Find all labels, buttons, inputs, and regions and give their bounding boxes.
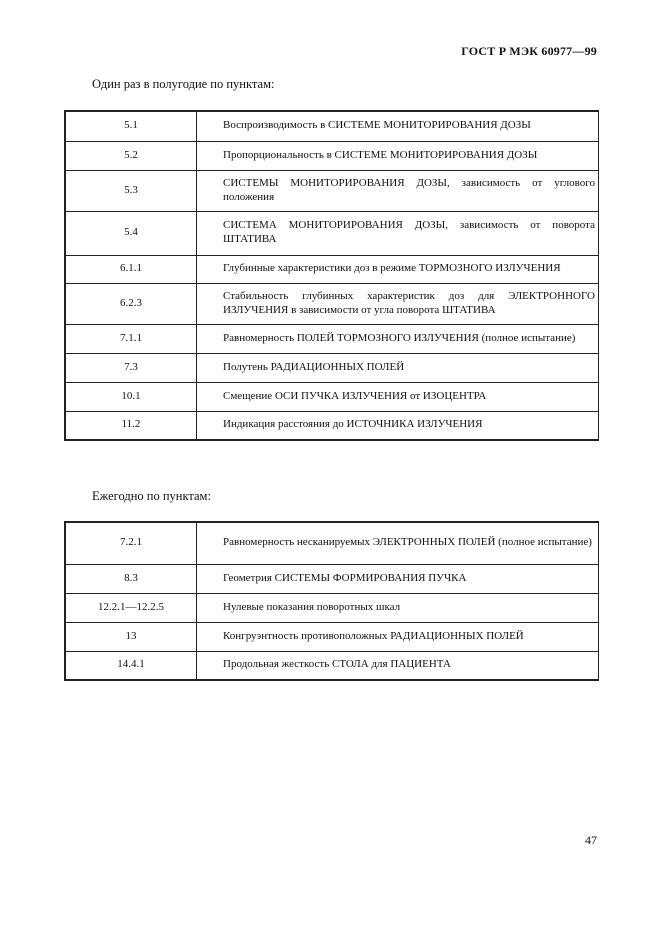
- section-intro-semiannual: Один раз в полугодие по пунктам:: [92, 77, 275, 91]
- clause-description: Геометрия СИСТЕМЫ ФОРМИРОВАНИЯ ПУЧКА: [197, 564, 599, 593]
- table-row: [65, 593, 599, 622]
- table-row: [65, 141, 599, 170]
- page-number: 47: [585, 833, 597, 847]
- table-row: [65, 411, 599, 440]
- clause-description: Воспроизводимость в СИСТЕМЕ МОНИТОРИРОВАНИЯ ДОЗЫ: [197, 111, 599, 141]
- clause-description: Равномерность несканируемых ЭЛЕКТРОННЫХ ПОЛЕЙ (полное испытание): [197, 522, 599, 564]
- table-row: [65, 211, 599, 255]
- clause-number: 10.1: [65, 382, 197, 411]
- annual-checks-table: [64, 521, 599, 681]
- table-row: [65, 111, 599, 141]
- clause-number: 12.2.1—12.2.5: [65, 593, 197, 622]
- table-row: [65, 170, 599, 211]
- table-row: [65, 353, 599, 382]
- table-row: [65, 651, 599, 680]
- table-row: [65, 622, 599, 651]
- clause-description: СИСТЕМЫ МОНИТОРИРОВАНИЯ ДОЗЫ, зависимость от углового положения: [197, 170, 599, 211]
- clause-description: Полутень РАДИАЦИОННЫХ ПОЛЕЙ: [197, 353, 599, 382]
- clause-description: Продольная жесткость СТОЛА для ПАЦИЕНТА: [197, 651, 599, 680]
- clause-number: 14.4.1: [65, 651, 197, 680]
- document-header: ГОСТ Р МЭК 60977—99: [461, 44, 597, 58]
- clause-number: 7.2.1: [65, 522, 197, 564]
- clause-number: 8.3: [65, 564, 197, 593]
- table-row: [65, 324, 599, 353]
- clause-number: 11.2: [65, 411, 197, 440]
- clause-description: Равномерность ПОЛЕЙ ТОРМОЗНОГО ИЗЛУЧЕНИЯ (полное испытание): [197, 324, 599, 353]
- clause-description: Глубинные характеристики доз в режиме ТОРМОЗНОГО ИЗЛУЧЕНИЯ: [197, 255, 599, 283]
- section-intro-annual: Ежегодно по пунктам:: [92, 489, 211, 503]
- table-row: [65, 255, 599, 283]
- table-row: [65, 283, 599, 324]
- table-row: [65, 382, 599, 411]
- clause-description: Конгруэнтность противоположных РАДИАЦИОННЫХ ПОЛЕЙ: [197, 622, 599, 651]
- clause-description: Смещение ОСИ ПУЧКА ИЗЛУЧЕНИЯ от ИЗОЦЕНТРА: [197, 382, 599, 411]
- clause-number: 7.3: [65, 353, 197, 382]
- clause-number: 6.1.1: [65, 255, 197, 283]
- clause-number: 7.1.1: [65, 324, 197, 353]
- clause-description: Стабильность глубинных характеристик доз для ЭЛЕКТРОННОГО ИЗЛУЧЕНИЯ в зависимости от угла поворота ШТАТИВА: [197, 283, 599, 324]
- clause-description: Пропорциональность в СИСТЕМЕ МОНИТОРИРОВАНИЯ ДОЗЫ: [197, 141, 599, 170]
- clause-number: 5.4: [65, 211, 197, 255]
- clause-description: Индикация расстояния до ИСТОЧНИКА ИЗЛУЧЕНИЯ: [197, 411, 599, 440]
- clause-description: Нулевые показания поворотных шкал: [197, 593, 599, 622]
- semiannual-checks-table: [64, 110, 599, 441]
- table-row: [65, 522, 599, 564]
- clause-description: СИСТЕМА МОНИТОРИРОВАНИЯ ДОЗЫ, зависимость от поворота ШТАТИВА: [197, 211, 599, 255]
- clause-number: 5.1: [65, 111, 197, 141]
- table-row: [65, 564, 599, 593]
- clause-number: 13: [65, 622, 197, 651]
- clause-number: 6.2.3: [65, 283, 197, 324]
- clause-number: 5.3: [65, 170, 197, 211]
- clause-number: 5.2: [65, 141, 197, 170]
